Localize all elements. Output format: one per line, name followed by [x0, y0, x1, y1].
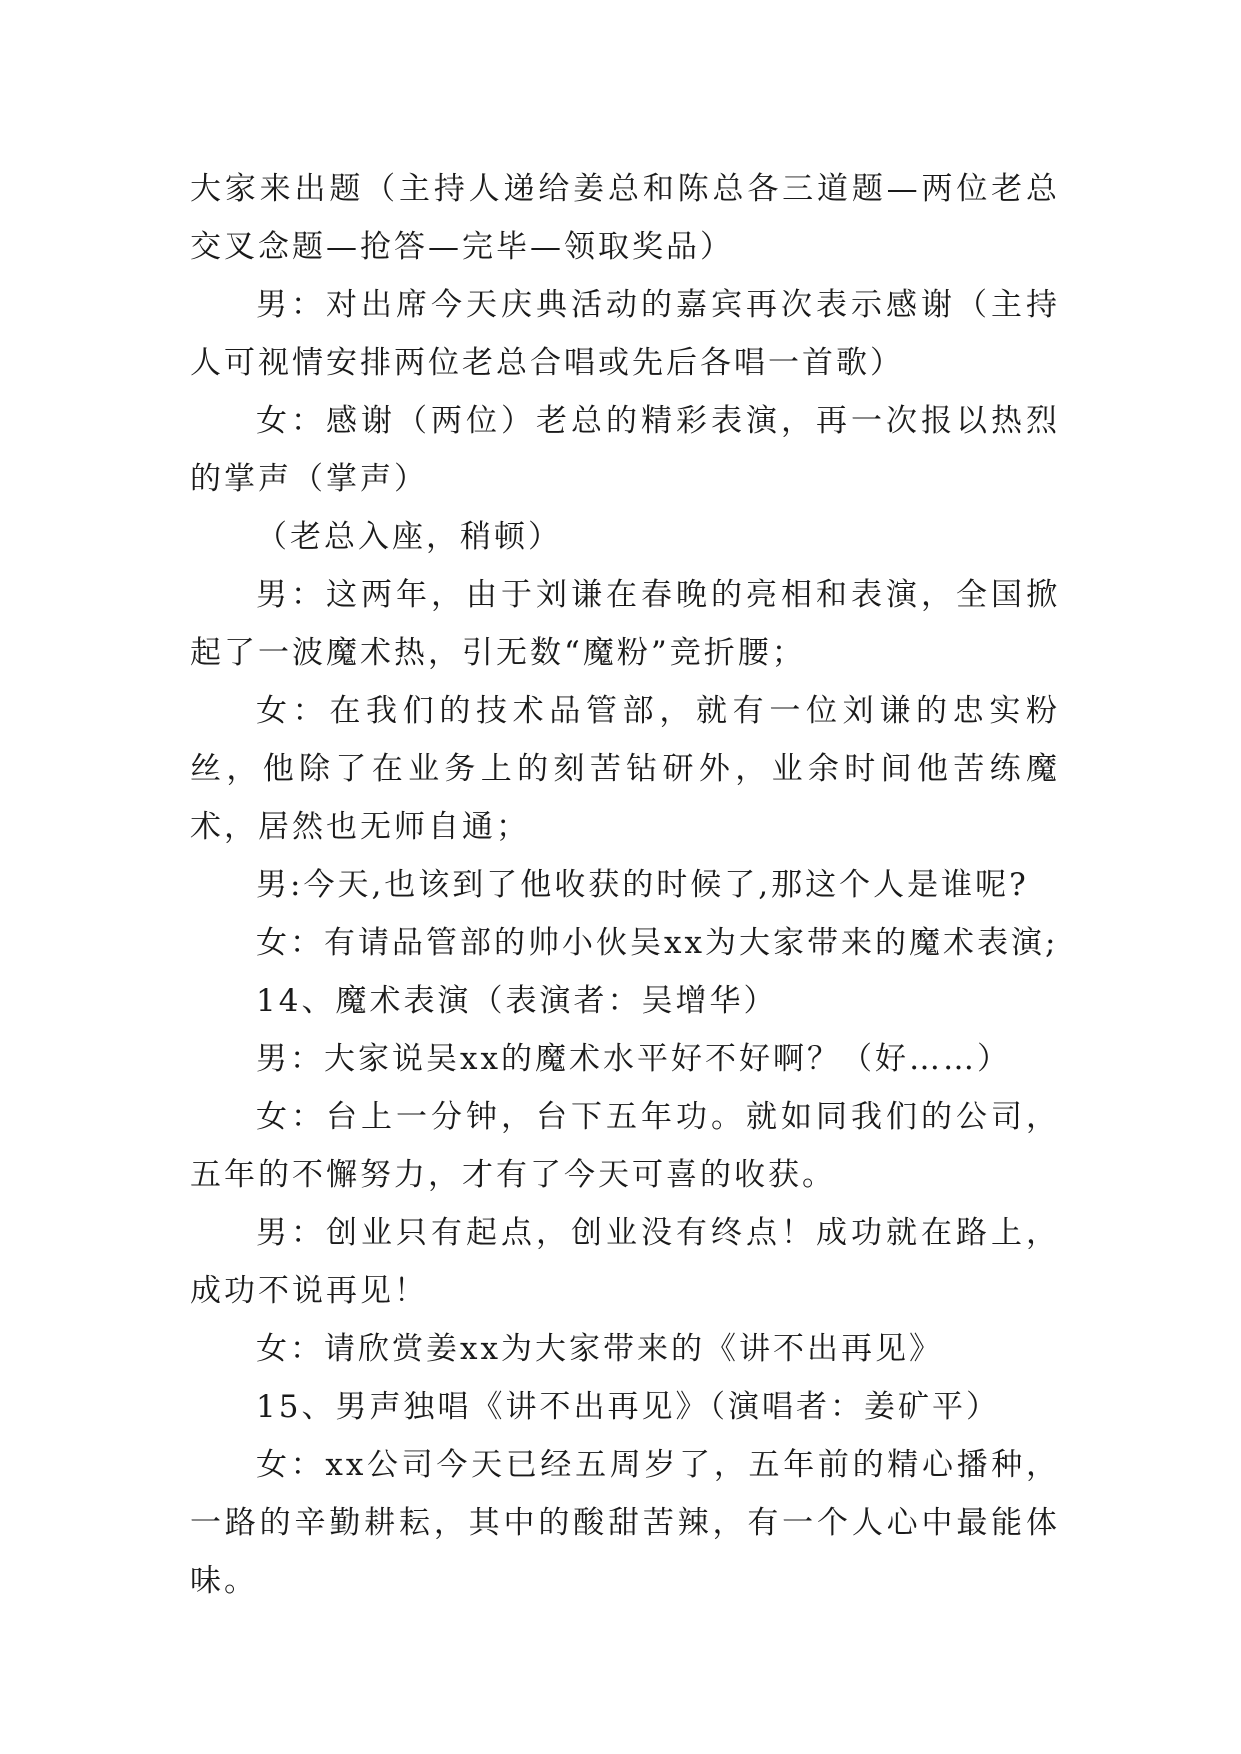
section-heading: 15、男声独唱《讲不出再见》（演唱者：姜矿平）: [256, 1389, 1000, 1425]
paragraph: 女：感谢（两位）老总的精彩表演，再一次报以热烈的掌声（掌声）: [190, 403, 1060, 497]
paragraph: 女：有请品管部的帅小伙吴xx为大家带来的魔术表演;: [256, 925, 1059, 961]
paragraph: 女：台上一分钟，台下五年功。就如同我们的公司，五年的不懈努力，才有了今天可喜的收获。: [190, 1099, 1060, 1193]
paragraph: （老总入座，稍顿）: [256, 519, 562, 555]
paragraph: 男：创业只有起点，创业没有终点！成功就在路上，成功不说再见！: [190, 1215, 1060, 1309]
paragraph: 女：xx公司今天已经五周岁了，五年前的精心播种，一路的辛勤耕耘，其中的酸甜苦辣，有一个人心中最能体味。: [190, 1447, 1060, 1599]
paragraph: 男：对出席今天庆典活动的嘉宾再次表示感谢（主持人可视情安排两位老总合唱或先后各唱一首歌）: [190, 287, 1060, 381]
paragraph: 女：在我们的技术品管部，就有一位刘谦的忠实粉丝，他除了在业务上的刻苦钻研外，业余时间他苦练魔术，居然也无师自通；: [190, 693, 1060, 845]
paragraph: 男:今天,也该到了他收获的时候了,那这个人是谁呢?: [256, 867, 1029, 903]
document-body: [190, 160, 1060, 1610]
paragraph: 大家来出题（主持人递给姜总和陈总各三道题—两位老总交叉念题—抢答—完毕—领取奖品）: [190, 171, 1060, 265]
section-heading: 14、魔术表演（表演者：吴增华）: [256, 983, 778, 1019]
paragraph: 男：这两年，由于刘谦在春晚的亮相和表演，全国掀起了一波魔术热，引无数“魔粉”竞折腰；: [190, 577, 1060, 671]
paragraph: 女：请欣赏姜xx为大家带来的《讲不出再见》: [256, 1331, 943, 1367]
paragraph: 男：大家说吴xx的魔术水平好不好啊？（好……）: [256, 1041, 1011, 1077]
